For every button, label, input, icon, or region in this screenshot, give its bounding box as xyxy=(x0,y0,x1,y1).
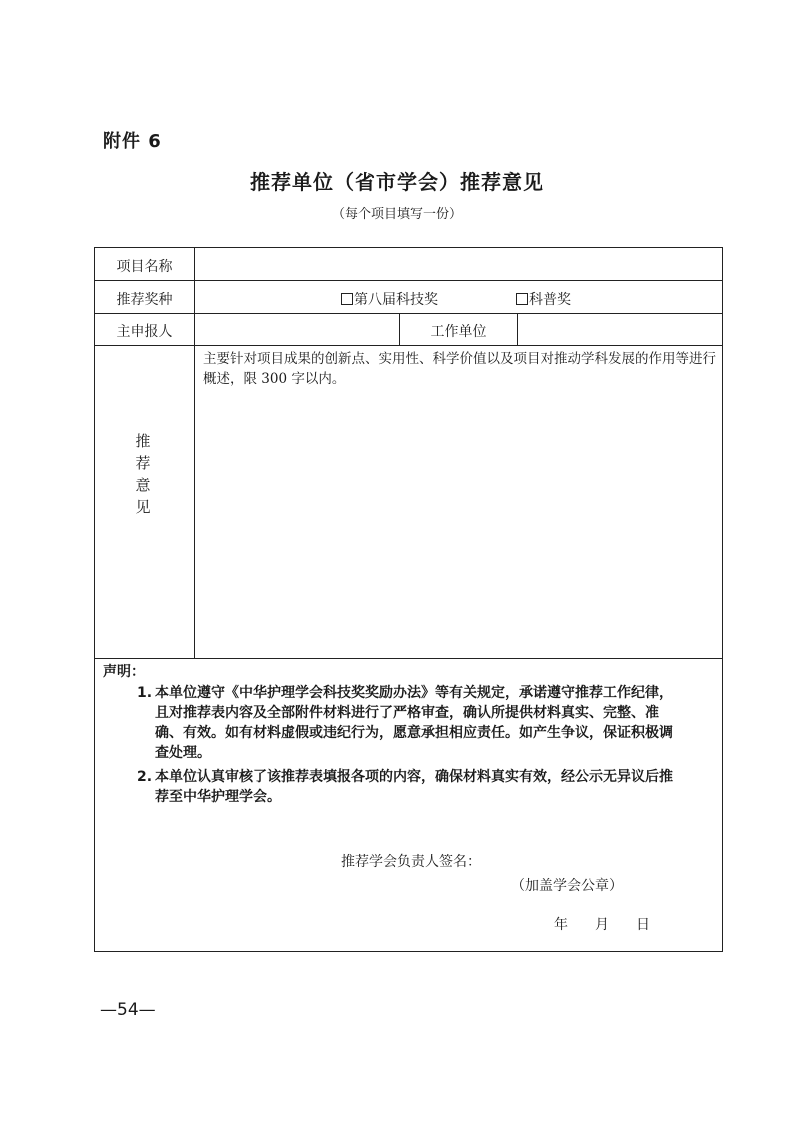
award-type-label: 推荐奖种 xyxy=(116,292,173,308)
recommendation-form xyxy=(94,247,723,952)
opinion-field[interactable] xyxy=(195,393,722,657)
work-unit-label: 工作单位 xyxy=(430,324,487,340)
declaration-title: 声明： xyxy=(103,664,145,680)
opinion-label: 推 荐 意 见 xyxy=(135,432,151,516)
checkbox-icon[interactable] xyxy=(516,293,528,305)
award-option-science-pop[interactable] xyxy=(516,289,571,309)
declaration-item: 2. 本单位认真审核了该推荐表填报各项的内容，确保材料真实有效，经公示无异议后推荐至中华护理学会。 xyxy=(137,769,673,805)
declaration-item: 1. 本单位遵守《中华护理学会科技奖奖励办法》等有关规定，承诺遵守推荐工作纪律，且对推荐表内容及全部附件材料进行了严格审查，确认所提供材料真实、完整、准确、有效。如有材料虚假或违纪行为，愿意承担相应责任。如产生争议，保证积极调查处理。 xyxy=(137,685,673,761)
page-number: —54— xyxy=(100,1000,156,1020)
project-name-field[interactable] xyxy=(195,248,722,280)
row-divider xyxy=(95,280,722,281)
award-option-tech[interactable] xyxy=(341,289,438,309)
signature-label: 推荐学会负责人签名： xyxy=(341,854,481,870)
opinion-instruction: 主要针对项目成果的创新点、实用性、科学价值以及项目对推动学科发展的作用等进行概述，限 300 字以内。 xyxy=(203,351,716,387)
project-name-label: 项目名称 xyxy=(116,259,173,275)
date-year: 年 xyxy=(554,917,568,933)
page-title: 推荐单位（省市学会）推荐意见 xyxy=(250,170,544,194)
award-option-science-pop-label: 科普奖 xyxy=(529,292,571,308)
page-subtitle: （每个项目填写一份） xyxy=(331,207,462,222)
date-month: 月 xyxy=(595,917,609,933)
award-option-tech-label: 第八届科技奖 xyxy=(354,292,438,308)
applicant-field[interactable] xyxy=(195,314,399,345)
work-unit-field[interactable] xyxy=(518,314,722,345)
row-divider xyxy=(95,658,722,659)
attachment-label: 附件 6 xyxy=(103,131,162,152)
row-divider xyxy=(95,345,722,346)
date-day: 日 xyxy=(636,917,650,933)
applicant-label: 主申报人 xyxy=(116,324,173,340)
seal-label: （加盖学会公章） xyxy=(511,878,623,894)
checkbox-icon[interactable] xyxy=(341,293,353,305)
